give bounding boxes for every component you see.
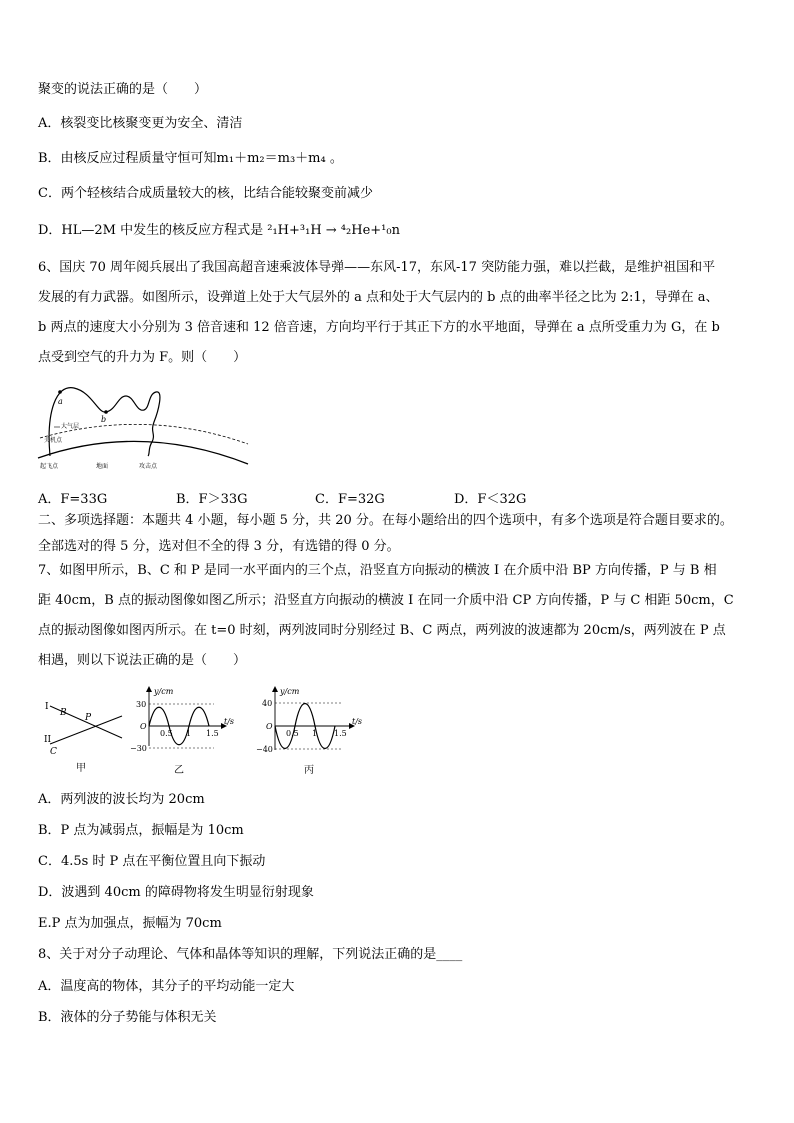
- impact-label: 攻击点: [139, 463, 158, 470]
- point-b-label: b: [101, 415, 107, 424]
- earth-surface-arc: [38, 441, 248, 464]
- wave-ii-label: II: [44, 735, 52, 745]
- bing-tick-top: 40: [262, 699, 273, 708]
- yi-tick-top: 30: [136, 700, 147, 709]
- q6-options: [38, 488, 758, 508]
- yi-tick-bottom: −30: [130, 744, 147, 753]
- q6-option-a: A．F=33G: [38, 492, 108, 507]
- bing-tick-15: 1.5: [334, 729, 347, 738]
- q5-stem: 聚变的说法正确的是（ ）: [38, 82, 208, 97]
- bing-ylabel: y/cm: [280, 687, 300, 696]
- q7-line-2: 距 40cm，B 点的振动图像如图乙所示；沿竖直方向振动的横波 I 在同一介质中沿 CP 方向传播，P 与 C 相距 50cm，C: [38, 593, 734, 608]
- q7-figure-yi: [124, 684, 246, 778]
- point-a-dot: [58, 390, 62, 394]
- bing-xlabel: t/s: [352, 717, 363, 726]
- yi-ylabel: y/cm: [154, 687, 174, 696]
- point-a-label: a: [58, 397, 63, 406]
- yi-tick-05: 0.5: [160, 729, 173, 738]
- yi-origin: O: [140, 722, 147, 731]
- yi-tick-1: 1: [186, 729, 192, 738]
- yi-tick-15: 1.5: [206, 729, 219, 738]
- yi-y-arrow: [146, 686, 152, 692]
- q8-stem: 8、关于对分子动理论、气体和晶体等知识的理解，下列说法正确的是____: [38, 947, 463, 962]
- q7-option-d: D．波遇到 40cm 的障碍物将发生明显衍射现象: [38, 885, 314, 900]
- bing-tick-05: 0.5: [286, 729, 299, 738]
- figure-jia-caption: 甲: [76, 763, 86, 774]
- q8-option-a: A．温度高的物体，其分子的平均动能一定大: [38, 979, 295, 994]
- figure-bing-caption: 丙: [304, 765, 314, 776]
- shutdown-label: 关机点: [44, 437, 63, 444]
- earth-label: 地面: [96, 463, 109, 470]
- wave-i-label: I: [45, 702, 49, 712]
- point-p-label: P: [85, 713, 92, 723]
- bing-y-arrow: [272, 686, 278, 692]
- q6-line-4: 点受到空气的升力为 F。则（ ）: [38, 350, 247, 365]
- q6-stem: [38, 253, 756, 373]
- q7-line-3: 点的振动图像如图丙所示。在 t=0 时刻，两列波同时分别经过 B、C 两点，两列波的波速都为 20cm/s，两列波在 P 点: [38, 623, 726, 638]
- point-b-dot: [104, 410, 108, 414]
- section2-line-2: 全部选对的得 5 分，选对但不全的得 3 分，有选错的得 0 分。: [38, 539, 400, 554]
- point-c-label: C: [50, 747, 57, 757]
- bing-tick-1: 1: [312, 729, 318, 738]
- q6-line-2: 发展的有力武器。如图所示，设弹道上处于大气层外的 a 点和处于大气层内的 b 点的曲率半径之比为 2:1，导弹在 a、: [38, 290, 719, 305]
- launch-label: 起飞点: [40, 463, 59, 470]
- q6-trajectory-figure: [36, 382, 250, 472]
- q5-option-b: B．由核反应过程质量守恒可知m₁＋m₂＝m₃＋m₄ 。: [38, 151, 343, 166]
- yi-xlabel: t/s: [224, 717, 235, 726]
- q7-line-1: 7、如图甲所示，B、C 和 P 是同一水平面内的三个点，沿竖直方向振动的横波 I 在介质中沿 BP 方向传播，P 与 B 相: [38, 563, 717, 578]
- figure-yi-caption: 乙: [174, 765, 184, 776]
- atmosphere-label: 大气层: [61, 423, 80, 430]
- bing-tick-bottom: −40: [256, 745, 273, 754]
- q5-option-d: D．HL—2M 中发生的核反应方程式是 ²₁H+³₁H → ⁴₂He+¹₀n: [38, 223, 400, 238]
- q7-line-4: 相遇，则以下说法正确的是（ ）: [38, 653, 247, 668]
- q7-figure-jia: [40, 694, 130, 774]
- q6-option-c: C．F=32G: [315, 492, 385, 507]
- point-b-label: B: [60, 708, 67, 718]
- q6-line-1: 6、国庆 70 周年阅兵展出了我国高超音速乘波体导弹——东风-17，东风-17 突防能力强，难以拦截，是维护祖国和平: [38, 260, 716, 275]
- bing-origin: O: [266, 722, 273, 731]
- q8-option-b: B．液体的分子势能与体积无关: [38, 1010, 217, 1025]
- section2-heading: [38, 508, 756, 560]
- q7-stem: [38, 556, 756, 676]
- q6-option-b: B．F＞33G: [176, 492, 248, 507]
- q7-option-c: C．4.5s 时 P 点在平衡位置且向下振动: [38, 854, 266, 869]
- q7-option-b: B．P 点为减弱点，振幅是为 10cm: [38, 823, 244, 838]
- q6-line-3: b 两点的速度大小分别为 3 倍音速和 12 倍音速，方向均平行于其正下方的水平地面，导弹在 a 点所受重力为 G，在 b: [38, 320, 720, 335]
- q7-figure-bing: [250, 684, 374, 778]
- section2-line-1: 二、多项选择题：本题共 4 小题，每小题 5 分，共 20 分。在每小题给出的四个选项中，有多个选项是符合题目要求的。: [38, 513, 733, 528]
- q7-option-a: A．两列波的波长均为 20cm: [38, 792, 205, 807]
- q7-option-e: E.P 点为加强点，振幅为 70cm: [38, 916, 222, 931]
- q6-option-d: D．F＜32G: [454, 492, 527, 507]
- q5-option-c: C．两个轻核结合成质量较大的核，比结合能较聚变前减少: [38, 186, 373, 201]
- q5-option-a: A．核裂变比核聚变更为安全、清洁: [38, 116, 243, 131]
